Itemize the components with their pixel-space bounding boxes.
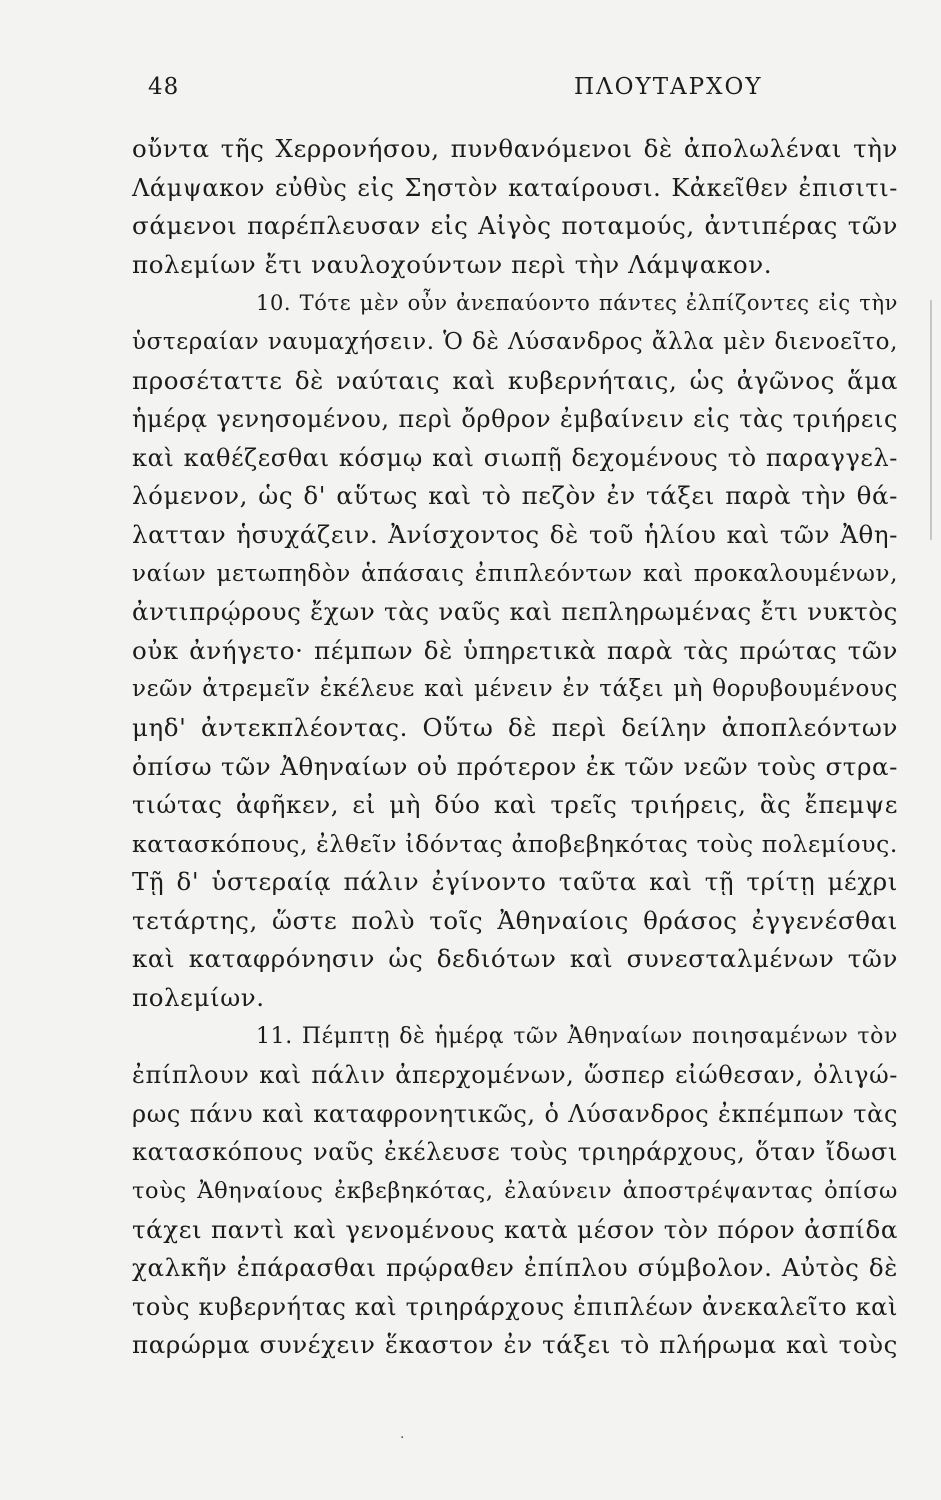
text-line: τετάρτης, ὥστε πολὺ τοῖς Ἀθηναίοις θράσος ἐγγενέσθαι <box>132 905 898 935</box>
text-line: Λάμψακον εὐθὺς εἰς Σηστὸν καταίρουσι. Κἀκεῖθεν ἐπισιτι- <box>132 173 898 202</box>
body-text <box>132 130 898 1365</box>
text-line: 10. Τότε μὲν οὖν ἀνεπαύοντο πάντες ἐλπίζοντες εἰς τὴν <box>256 291 898 316</box>
text-line: τοὺς κυβερνήτας καὶ τριηράρχους ἐπιπλέων ἀνεκαλεῖτο καὶ <box>132 1292 898 1321</box>
text-line: λόμενον, ὡς δ' αὕτως καὶ τὸ πεζὸν ἐν τάξει παρὰ τὴν θά- <box>132 481 898 511</box>
text-line: προσέταττε δὲ ναύταις καὶ κυβερνήταις, ὡς ἀγῶνος ἅμα <box>132 365 898 395</box>
text-line: σάμενοι παρέπλευσαν εἰς Αἰγὸς ποταμούς, ἀντιπέρας τῶν <box>132 211 898 241</box>
text-line: λατταν ἡσυχάζειν. Ἀνίσχοντος δὲ τοῦ ἡλίου καὶ τῶν Ἀθη- <box>132 519 898 549</box>
text-line: μηδ' ἀντεκπλέοντας. Οὕτω δὲ περὶ δείλην ἀποπλεόντων <box>132 712 898 742</box>
text-line: ὀπίσω τῶν Ἀθηναίων οὐ πρότερον ἐκ τῶν νεῶν τοὺς στρα- <box>132 751 898 781</box>
text-line: οὔντα τῆς Χερρονήσου, πυνθανόμενοι δὲ ἀπολωλέναι τὴν <box>132 134 898 163</box>
text-line: πολεμίων ἔτι ναυλοχούντων περὶ τὴν Λάμψακον. <box>132 249 773 279</box>
text-line: ἐπίπλουν καὶ πάλιν ἀπερχομένων, ὥσπερ εἰώθεσαν, ὀλιγώ- <box>132 1061 898 1090</box>
text-line: καὶ καταφρόνησιν ὡς δεδιότων καὶ συνεσταλμένων τῶν <box>132 944 898 974</box>
text-line: πολεμίων. <box>132 983 265 1013</box>
text-line: χαλκῆν ἐπάρασθαι πρῴραθεν ἐπίπλου σύμβολον. Αὐτὸς δὲ <box>132 1253 898 1283</box>
text-line: ναίων μετωπηδὸν ἁπάσαις ἐπιπλεόντων καὶ προκαλουμένων, <box>132 560 898 587</box>
text-line: ἡμέρᾳ γενησομένου, περὶ ὄρθρον ἐμβαίνειν εἰς τὰς τριήρεις <box>132 405 898 434</box>
page-edge-shadow <box>930 300 932 540</box>
text-line: ρως πάνυ καὶ καταφρονητικῶς, ὁ Λύσανδρος ἐκπέμπων τὰς <box>132 1099 898 1128</box>
text-line: τοὺς Ἀθηναίους ἐκβεβηκότας, ἐλαύνειν ἀποστρέψαντας ὀπίσω <box>132 1178 898 1205</box>
text-line: κατασκόπους, ἐλθεῖν ἰδόντας ἀποβεβηκότας τοὺς πολεμίους. <box>132 829 898 858</box>
text-line: 11. Πέμπτῃ δὲ ἡμέρᾳ τῶν Ἀθηναίων ποιησαμένων τὸν <box>256 1023 898 1049</box>
text-line: ἀντιπρῴρους ἔχων τὰς ναῦς καὶ πεπληρωμένας ἔτι νυκτὸς <box>132 597 898 627</box>
text-line: νεῶν ἀτρεμεῖν ἐκέλευε καὶ μένειν ἐν τάξει μὴ θορυβουμένους <box>132 676 898 703</box>
text-line: οὐκ ἀνήγετο· πέμπων δὲ ὑπηρετικὰ παρὰ τὰς πρώτας τῶν <box>132 635 898 665</box>
text-line: Τῇ δ' ὑστεραίᾳ πάλιν ἐγίνοντο ταῦτα καὶ τῇ τρίτῃ μέχρι <box>132 867 898 897</box>
text-line: καὶ καθέζεσθαι κόσμῳ καὶ σιωπῇ δεχομένους τὸ παραγγελ- <box>132 443 898 472</box>
print-speck: · <box>400 1430 405 1446</box>
running-title: ΠΛΟΥΤΑΡΧΟΥ <box>574 74 763 100</box>
text-line: τάχει παντὶ καὶ γενομένους κατὰ μέσον τὸν πόρον ἀσπίδα <box>132 1214 898 1244</box>
text-line: κατασκόπους ναῦς ἐκέλευσε τοὺς τριηράρχους, ὅταν ἴδωσι <box>132 1138 898 1167</box>
text-line: παρώρμα συνέχειν ἕκαστον ἐν τάξει τὸ πλήρωμα καὶ τοὺς <box>132 1330 898 1360</box>
text-line: ὑστεραίαν ναυμαχήσειν. Ὁ δὲ Λύσανδρος ἄλλα μὲν διενοεῖτο, <box>132 328 898 355</box>
running-head <box>148 70 908 110</box>
text-line: τιώτας ἀφῆκεν, εἰ μὴ δύο καὶ τρεῖς τριήρεις, ἃς ἔπεμψε <box>132 790 898 820</box>
page-number: 48 <box>148 74 180 100</box>
